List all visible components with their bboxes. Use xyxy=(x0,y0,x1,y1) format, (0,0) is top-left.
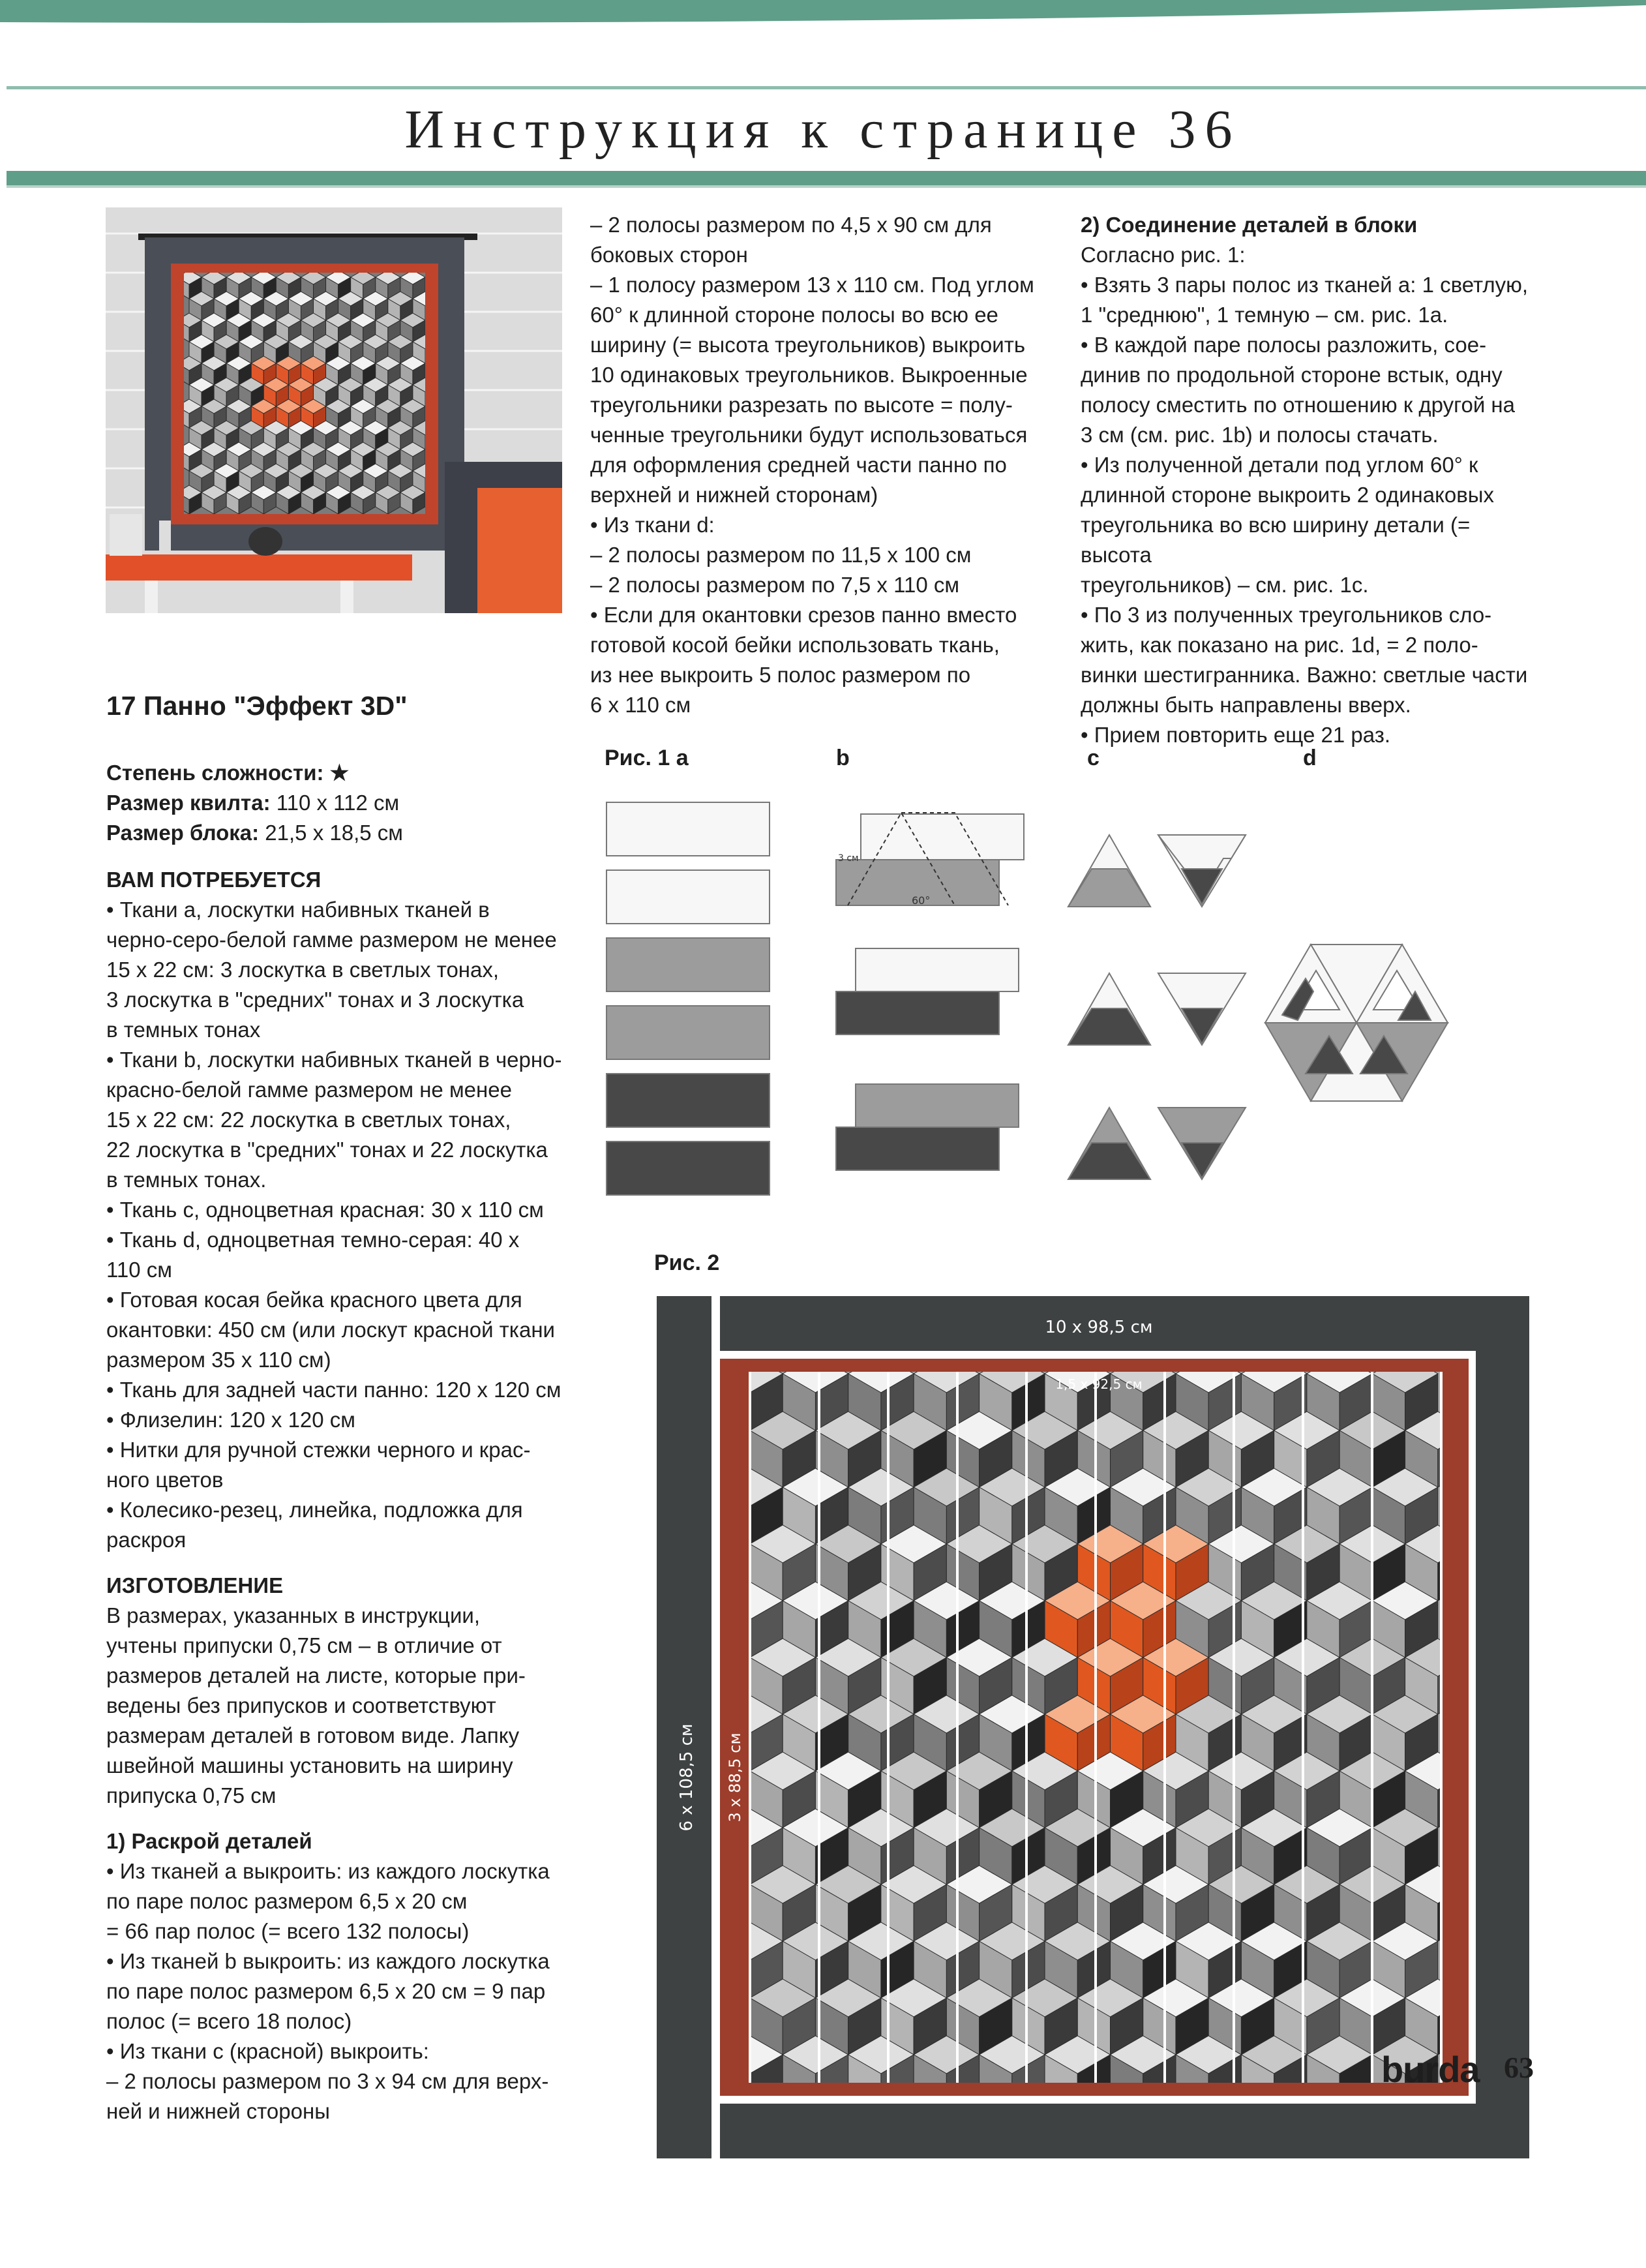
right-column xyxy=(1081,210,1537,750)
joining-line: винки шестигранника. Важно: светлые части xyxy=(1081,663,1528,687)
needs-line: • Ткани b, лоскутки набивных тканей в черно- xyxy=(106,1048,562,1072)
joining-line: • Прием повторить еще 21 раз. xyxy=(1081,723,1390,747)
figure-2 xyxy=(655,1295,1529,2162)
cutting-line: для оформления средней части панно по xyxy=(590,453,1007,477)
offset-label: 3 см xyxy=(838,853,859,864)
needs-line: 15 x 22 см: 3 лоскутка в светлых тонах, xyxy=(106,958,500,982)
quilt-size-label: Размер квилта: xyxy=(106,791,271,815)
making-line: швейной машины установить на ширину xyxy=(106,1753,513,1777)
product-title: 17 Панно "Эффект 3D" xyxy=(106,691,408,721)
middle-column xyxy=(590,210,1053,720)
cutting-line: готовой косой бейки использовать ткань, xyxy=(590,633,1000,657)
cutting-line: • Из ткани d: xyxy=(590,513,715,537)
joining-line: • Взять 3 пары полос из тканей a: 1 светлую, xyxy=(1081,273,1529,297)
making-line: В размерах, указанных в инструкции, xyxy=(106,1603,481,1627)
cutting-line: = 66 пар полос (= всего 132 полосы) xyxy=(106,1919,470,1943)
cutting-line: – 2 полосы размером по 7,5 x 110 см xyxy=(590,573,960,597)
joining-line: 3 см (см. рис. 1b) и полосы стачать. xyxy=(1081,423,1439,447)
needs-line: в темных тонах xyxy=(106,1018,261,1042)
fig1c-triangles xyxy=(1068,835,1246,1179)
needs-line: • Ткани a, лоскутки набивных тканей в xyxy=(106,898,490,922)
bottom-border-strip xyxy=(720,2104,1522,2158)
page-number: 63 xyxy=(1504,2051,1534,2084)
needs-list xyxy=(106,895,563,1555)
joining-line: полосу сместить по отношению к другой на xyxy=(1081,393,1516,417)
brand-logo: burda xyxy=(1381,2049,1480,2090)
figure-1 xyxy=(600,789,1552,1207)
joining-line: • В каждой паре полосы разложить, сое- xyxy=(1081,333,1487,357)
fig1d-label: d xyxy=(1303,746,1317,770)
top-accent-band xyxy=(0,0,1646,26)
needs-line: • Ткань для задней части панно: 120 x 120 см xyxy=(106,1378,561,1402)
side-outer-dim-label: 6 x 108,5 см xyxy=(677,1723,696,1832)
fig1-label: Рис. 1 a xyxy=(605,746,689,770)
product-photo xyxy=(106,207,562,613)
needs-line: в темных тонах. xyxy=(106,1168,267,1192)
difficulty-star: ★ xyxy=(329,761,350,785)
needs-line: • Ткань c, одноцветная красная: 30 x 110 см xyxy=(106,1198,544,1222)
joining-line: должны быть направлены вверх. xyxy=(1081,693,1411,717)
inner-dim-label: 1,5 x 92,5 см xyxy=(1055,1376,1143,1392)
block-size-value: 21,5 x 18,5 см xyxy=(265,821,403,845)
cutting-line: – 2 полосы размером по 4,5 x 90 см для xyxy=(590,213,992,237)
joining-line: треугольника во всю ширину детали (= высота xyxy=(1081,513,1471,567)
fig1c-label: c xyxy=(1087,746,1100,770)
needs-line: • Нитки для ручной стежки черного и крас- xyxy=(106,1438,531,1462)
needs-line: • Готовая косая бейка красного цвета для xyxy=(106,1288,522,1312)
quilt-size-value: 110 x 112 см xyxy=(276,791,400,815)
cutting-line: – 2 полосы размером по 3 x 94 см для верх- xyxy=(106,2069,549,2093)
joining-heading: 2) Соединение деталей в блоки xyxy=(1081,213,1418,237)
cutting-line: верхней и нижней сторонам) xyxy=(590,483,878,507)
side-inner-dim-label: 3 x 88,5 см xyxy=(726,1732,744,1822)
cutting-line: • Если для окантовки срезов панно вместо xyxy=(590,603,1017,627)
cutting-line: – 2 полосы размером по 11,5 x 100 см xyxy=(590,543,972,567)
fig1b-label: b xyxy=(836,746,850,770)
cutting-line: полос (= всего 18 полос) xyxy=(106,2009,352,2033)
difficulty-label: Степень сложности: xyxy=(106,761,324,785)
fig1d-hexagon xyxy=(1265,945,1448,1101)
cutting-line: • Из тканей b выкроить: из каждого лоскутка xyxy=(106,1949,550,1973)
cutting-line: по паре полос размером 6,5 x 20 см = 9 пар xyxy=(106,1979,546,2003)
joining-line: • Из полученной детали под углом 60° к xyxy=(1081,453,1478,477)
fig1b-pairs xyxy=(836,814,1024,1170)
cutting-line: – 1 полосу размером 13 x 110 см. Под углом xyxy=(590,273,1034,297)
joining-line: Согласно рис. 1: xyxy=(1081,243,1246,267)
needs-line: 3 лоскутка в "средних" тонах и 3 лоскутка xyxy=(106,988,524,1012)
needs-line: • Ткань d, одноцветная темно-серая: 40 x xyxy=(106,1228,520,1252)
header-rule xyxy=(7,86,1646,89)
page-title: Инструкция к странице 36 xyxy=(404,99,1242,160)
cutting-line: ченные треугольники будут использоваться xyxy=(590,423,1028,447)
fig2-label: Рис. 2 xyxy=(654,1250,720,1275)
right-border-strip xyxy=(1476,1296,1529,2158)
needs-line: ного цветов xyxy=(106,1468,224,1492)
cutting-line: • Из ткани c (красной) выкроить: xyxy=(106,2039,429,2063)
cutting-line: ширину (= высота треугольников) выкроить xyxy=(590,333,1026,357)
making-line: размерам деталей в готовом виде. Лапку xyxy=(106,1723,520,1747)
header-band xyxy=(7,171,1646,185)
needs-line: 22 лоскутка в "средних" тонах и 22 лоскутка xyxy=(106,1138,548,1162)
joining-line: динив по продольной стороне встык, одну xyxy=(1081,363,1503,387)
cutting-line: по паре полос размером 6,5 x 20 см xyxy=(106,1889,468,1913)
cutting-line: 10 одинаковых треугольников. Выкроенные xyxy=(590,363,1028,387)
needs-line: • Флизелин: 120 x 120 см xyxy=(106,1408,355,1432)
needs-line: окантовки: 450 см (или лоскут красной ткани xyxy=(106,1318,555,1342)
needs-line: раскроя xyxy=(106,1528,187,1552)
header-band-edge xyxy=(7,185,1646,188)
joining-line: жить, как показано на рис. 1d, = 2 поло- xyxy=(1081,633,1478,657)
left-column xyxy=(106,686,563,2126)
making-line: припуска 0,75 см xyxy=(106,1783,277,1807)
needs-line: красно-белой гамме размером не менее xyxy=(106,1078,512,1102)
making-line: ведены без припусков и соответствуют xyxy=(106,1693,496,1717)
joining-line: • По 3 из полученных треугольников сло- xyxy=(1081,603,1492,627)
quilt-center xyxy=(717,1355,1471,2111)
angle-label: 60° xyxy=(912,894,931,907)
cutting-line: треугольники разрезать по высоте = полу- xyxy=(590,393,1013,417)
cutting-line: боковых сторон xyxy=(590,243,748,267)
cutting-line: • Из тканей a выкроить: из каждого лоскутка xyxy=(106,1859,550,1883)
needs-line: черно-серо-белой гамме размером не менее xyxy=(106,928,557,952)
cutting-line: 60° к длинной стороне полосы во всю ее xyxy=(590,303,998,327)
making-line: учтены припуски 0,75 см – в отличие от xyxy=(106,1633,502,1657)
needs-line: размером 35 x 110 см) xyxy=(106,1348,331,1372)
needs-line: 15 x 22 см: 22 лоскутка в светлых тонах, xyxy=(106,1108,511,1132)
making-text xyxy=(106,1601,563,1811)
joining-line: треугольников) – см. рис. 1c. xyxy=(1081,573,1369,597)
needs-heading: ВАМ ПОТРЕБУЕТСЯ xyxy=(106,868,322,892)
making-heading: ИЗГОТОВЛЕНИЕ xyxy=(106,1573,284,1597)
needs-line: 110 см xyxy=(106,1258,172,1282)
fig1a-strips xyxy=(606,802,770,1195)
cutting-line: 6 x 110 см xyxy=(590,693,691,717)
cutting-line: из нее выкроить 5 полос размером по xyxy=(590,663,971,687)
cutting-heading: 1) Раскрой деталей xyxy=(106,1829,312,1853)
top-dim-label: 10 x 98,5 см xyxy=(1045,1318,1153,1337)
cutting-text-left xyxy=(106,1856,563,2126)
needs-line: • Колесико-резец, линейка, подложка для xyxy=(106,1498,523,1522)
cutting-line: ней и нижней стороны xyxy=(106,2099,330,2123)
making-line: размеров деталей на листе, которые при- xyxy=(106,1663,526,1687)
joining-line: 1 "среднюю", 1 темную – см. рис. 1a. xyxy=(1081,303,1448,327)
joining-line: длинной стороне выкроить 2 одинаковых xyxy=(1081,483,1495,507)
block-size-label: Размер блока: xyxy=(106,821,260,845)
